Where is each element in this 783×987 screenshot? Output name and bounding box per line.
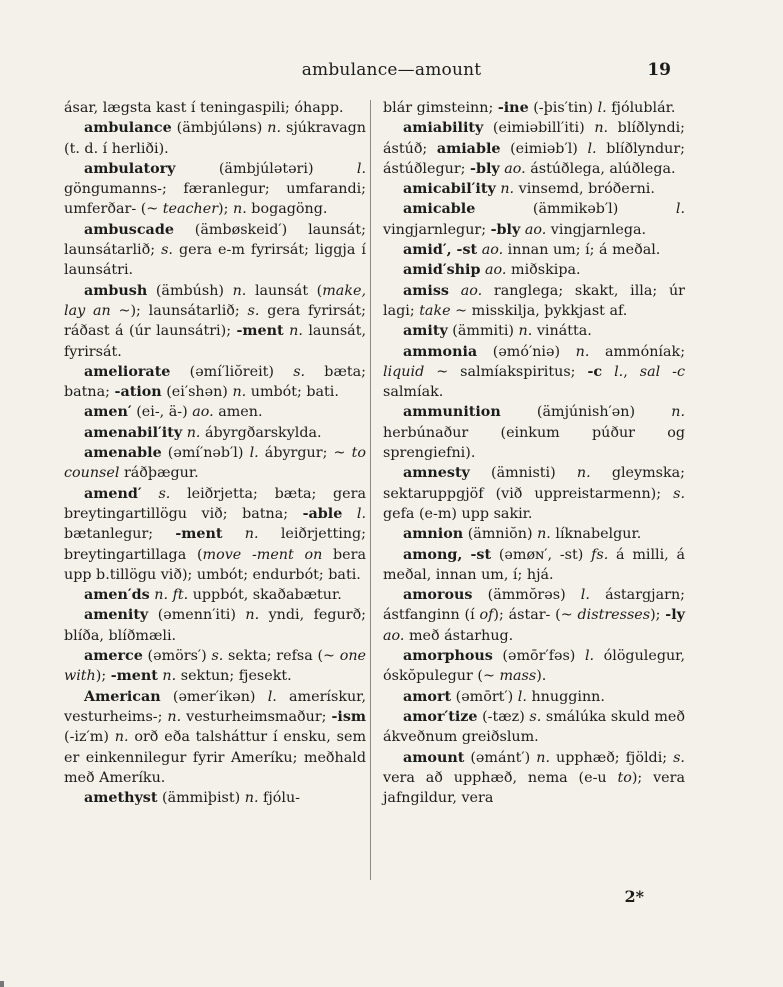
dictionary-entry: amenity (əmenn′iti) n. yndi, fegurð; blíða, blíðmæli. [64, 607, 366, 644]
italic-text: ~ teacher [146, 201, 219, 218]
dictionary-entry: amort (əmōrt′) l. hnugginn. [403, 688, 605, 705]
italic-text: l. [584, 648, 595, 665]
italic-text: n. [244, 790, 259, 807]
headword: amort [403, 688, 452, 705]
headword: amicabil′ity [403, 181, 496, 198]
dictionary-entry: ambulatory (ämbjúlətəri) l. göngumanns-; færanlegur; umfarandi; umferðar- (~ teacher); n. bogagöng. [64, 160, 366, 218]
italic-text: l. [614, 363, 624, 380]
italic-text: n. [537, 526, 551, 543]
column-divider [370, 100, 371, 880]
italic-text: of [479, 607, 494, 624]
signature-mark: 2* [624, 887, 644, 906]
headword: amen′ds [84, 587, 150, 604]
italic-text: ~ distresses [560, 607, 651, 624]
dictionary-entry: amiability (eimiəbill′iti) n. blíðlyndi; ástúð; amiable (eimiəb′l) l. blíðlyndur; ástúðlegur; -bly ao. ástúðlega, alúðlega. [383, 120, 685, 177]
headword: amorous [403, 587, 473, 604]
dictionary-entry: amenabil′ity n. ábyrgðarskylda. [84, 424, 322, 441]
italic-text: n. [500, 181, 515, 198]
italic-text: n. [576, 465, 591, 482]
headword: -ation [114, 384, 162, 401]
italic-text: sal -c [639, 363, 685, 380]
dictionary-entry: among, -st (əmøɴ′, -st) fs. á milli, á meðal, innan um, í; hjá. [383, 546, 685, 583]
italic-text: s. [529, 708, 542, 725]
dictionary-entry: amen′ds n. ft. uppbót, skaðabætur. [84, 587, 342, 604]
italic-text: n. ft. [154, 587, 189, 604]
dictionary-entry: amicabil′ity n. vinsemd, bróðerni. [403, 181, 655, 198]
dictionary-entry: amend′ s. leiðrjetta; bæta; gera breytingartillögu við; batna; -able l. bætanlegur; -ment n. leiðrjetting; breytingartillaga (move -ment on bera upp b.tillögu við); umbót; endurbót; bati. [64, 485, 367, 583]
dictionary-entry: amenable (əmí′nəb′l) l. ábyrgur; ~ to counsel ráðþægur. [64, 445, 366, 482]
italic-text: n. [671, 404, 685, 421]
italic-text: ao. [383, 627, 405, 644]
headword: amiability [403, 120, 484, 137]
italic-text: n. [536, 749, 551, 766]
running-head: ambulance—amount [301, 60, 482, 80]
dictionary-entry: amorphous (əmōr′fəs) l. ólögulegur, óskŏpulegur (~ mass). [383, 648, 685, 685]
headword: ammonia [403, 343, 478, 360]
italic-text: ~ mass [482, 668, 537, 685]
headword: amerce [84, 648, 143, 665]
italic-text: n. [233, 201, 247, 218]
italic-text: to [617, 769, 632, 786]
headword: -c [587, 363, 603, 380]
headword: amnion [403, 526, 464, 543]
headword: amenabil′ity [84, 424, 183, 441]
headword: among, -st [403, 546, 492, 563]
headword: -bly [470, 160, 500, 177]
headword: -ment [175, 526, 223, 543]
headword: amid′, -st [403, 242, 478, 259]
headword: amiss [403, 282, 449, 299]
dictionary-entry: amorous (ämmŏrəs) l. ástargjarn; ástfanginn (í of); ástar- (~ distresses); -ly ao. með ástarhug. [383, 587, 685, 644]
italic-text: ao. [481, 242, 504, 259]
headword: American [84, 688, 161, 705]
dictionary-entry: ammunition (ämjúnish′ən) n. herbúnaður (einkum púður og sprengiefni). [383, 404, 685, 462]
headword: ambulatory [84, 160, 176, 177]
dictionary-entry: amor′tize (-tæz) s. smálúka skuld með ákveðnum greiðslum. [383, 708, 685, 746]
italic-text: ao. [524, 221, 547, 238]
headword: amor′tize [403, 708, 478, 725]
italic-text: n. [245, 607, 260, 624]
headword: amenable [84, 445, 162, 462]
italic-text: take ~ [419, 302, 468, 319]
left-column [64, 98, 366, 808]
dictionary-entry: amicable (ämmikəb′l) l. vingjarnlegur; -bly ao. vingjarnlega. [383, 201, 685, 238]
headword: amount [403, 749, 465, 766]
headword: amenity [84, 607, 149, 624]
dictionary-entry: amity (ämmiti) n. vinátta. [403, 323, 592, 340]
headword: -bly [490, 221, 521, 238]
headword: -ism [331, 708, 366, 725]
italic-text: fs. [591, 546, 609, 563]
italic-text: n. [575, 343, 590, 360]
headword: -ine [497, 100, 529, 116]
headword: amiable [436, 140, 501, 157]
italic-text: ao. [485, 262, 507, 279]
dictionary-entry: ambulance (ämbjúləns) n. sjúkravagn (t. d. í herliði). [64, 120, 366, 157]
headword: amend′ [84, 485, 142, 502]
headword: amid′ship [403, 262, 481, 279]
italic-text: l. [587, 140, 597, 157]
dictionary-entry: amerce (əmörs′) s. sekta; refsa (~ one with); -ment n. sektun; fjesekt. [64, 648, 366, 685]
italic-text: ~ to counsel [64, 445, 366, 482]
headword: amnesty [403, 465, 470, 482]
headword: ambuscade [84, 221, 174, 238]
headword: amity [403, 323, 448, 340]
italic-text: s. [161, 242, 173, 259]
italic-text: n. [232, 282, 247, 299]
italic-text: s. [293, 363, 306, 380]
dictionary-entry: amiss ao. ranglega; skakt, illa; úr lagi; take ~ misskilja, þykkjast af. [383, 282, 686, 319]
italic-text: ~ one with [64, 648, 366, 685]
italic-text: l. [597, 100, 607, 116]
italic-text: n. [186, 424, 201, 441]
italic-text: s. [211, 648, 224, 665]
headword: amorphous [403, 648, 493, 665]
headword: -able [302, 505, 343, 522]
italic-text: n. [167, 708, 182, 725]
italic-text: n. [232, 384, 247, 401]
italic-text: n. [594, 120, 609, 137]
dictionary-entry: American (əmer′ikən) l. amerískur, vesturheims-; n. vesturheimsmaður; -ism (-iz′m) n. orð eða talsháttur í ensku, sem er einkennilegur fyrir Ameríku; meðhald með Ameríku. [64, 688, 366, 786]
headword: amethyst [84, 790, 158, 807]
italic-text: n. [244, 526, 259, 543]
italic-text: l. [517, 688, 527, 705]
italic-text: n. [114, 729, 129, 746]
italic-text: l. [580, 587, 590, 604]
dictionary-entry: ammonia (əmó′niə) n. ammóníak; liquid ~ salmíakspiritus; -c l., sal -c salmíak. [383, 343, 686, 401]
dictionary-entry: amnion (ämniŏn) n. líknabelgur. [403, 526, 642, 543]
italic-text: l. [267, 688, 277, 705]
right-column [383, 98, 685, 808]
italic-text: l. [356, 160, 366, 177]
italic-text: n. [289, 323, 303, 340]
dictionary-entry: amount (əmánt′) n. upphæð; fjöldi; s. vera að upphæð, nema (e-u to); vera jafngildur, vera [383, 749, 685, 807]
italic-text: l. [356, 505, 366, 522]
italic-text: s. [673, 749, 685, 766]
italic-text: s. [158, 485, 171, 502]
dictionary-entry: amnesty (ämnisti) n. gleymska; sektaruppgjöf (við uppreistarmenn); s. gefa (e-m) upp sakir. [383, 465, 685, 522]
dictionary-entry: blár gimsteinn; -ine (-þis′tin) l. fjólublár. [383, 100, 676, 116]
headword: ammunition [403, 404, 501, 421]
italic-text: l. [249, 445, 259, 462]
italic-text: l. [675, 201, 685, 218]
dictionary-entry: ameliorate (əmí′liŏreit) s. bæta; batna; -ation (ei′shən) n. umbót; bati. [64, 363, 366, 401]
dictionary-entry: amid′, -st ao. innan um; í; á meðal. [403, 242, 661, 259]
headword: ambulance [84, 120, 172, 137]
italic-text: n. [267, 120, 282, 137]
headword: amen′ [84, 404, 132, 421]
dictionary-entry: ásar, lægsta kast í teningaspili; óhapp. [64, 100, 344, 116]
headword: ambush [84, 282, 148, 299]
headword: -ment [236, 323, 284, 340]
italic-text: n. [162, 668, 177, 685]
stray-mark-icon [0, 981, 4, 987]
italic-text: ao. [460, 282, 483, 299]
page-number: 19 [647, 60, 671, 80]
italic-text: ao. [192, 404, 214, 421]
italic-text: make, lay an ~ [64, 282, 366, 319]
dictionary-entry: amid′ship ao. miðskipa. [403, 262, 581, 279]
italic-text: ao. [504, 160, 526, 177]
dictionary-entry: amethyst (ämmiþist) n. fjólu- [84, 790, 300, 807]
italic-text: n. [518, 323, 533, 340]
headword: ameliorate [84, 363, 171, 380]
italic-text: s. [673, 485, 685, 502]
headword: amicable [403, 201, 476, 218]
italic-text: move -ment on [202, 546, 323, 563]
italic-text: s. [247, 302, 260, 319]
italic-text: liquid ~ [383, 363, 449, 380]
dictionary-entry: ambuscade (ämbøskeid′) launsát; launsátarlið; s. gera e-m fyrirsát; liggja í launsátri. [64, 221, 366, 279]
headword: -ment [110, 668, 158, 685]
dictionary-entry: ambush (ämbúsh) n. launsát (make, lay an ~); launsátarlið; s. gera fyrirsát; ráðast á (úr launsátri); -ment n. launsát, fyrirsát. [64, 282, 366, 360]
headword: -ly [665, 607, 685, 624]
dictionary-entry: amen′ (ei-, ä-) ao. amen. [84, 404, 263, 421]
